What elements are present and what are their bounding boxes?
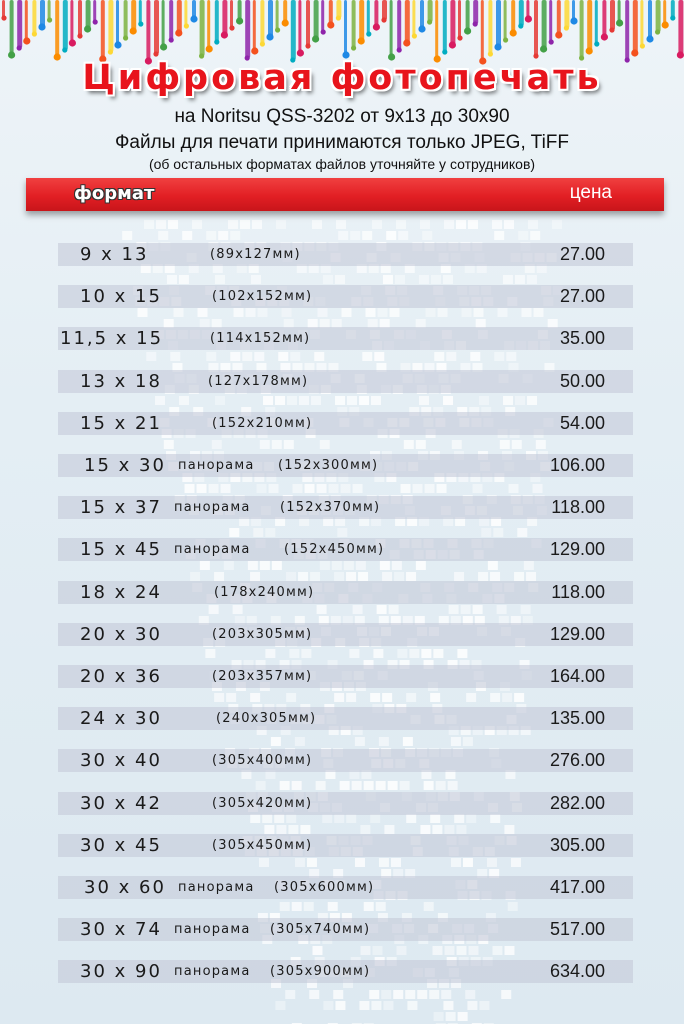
row-price: 135.00	[549, 708, 605, 729]
price-row	[58, 370, 633, 393]
row-format-size: 30 х 40	[80, 750, 162, 772]
row-format-size: 30 х 90	[80, 961, 162, 983]
row-price: 282.00	[549, 792, 605, 813]
row-dimensions-mm: (178x240мм)	[214, 584, 315, 600]
price-row	[58, 876, 633, 899]
file-formats-note: (об остальных форматах файлов уточняйте у сотрудников)	[148, 156, 536, 172]
row-format-size: 30 х 45	[80, 834, 162, 856]
row-format-size: 15 х 45	[80, 539, 162, 561]
price-row	[58, 918, 633, 941]
row-format-size: 10 х 15	[80, 286, 162, 308]
price-row	[58, 412, 633, 435]
row-format-size: 24 х 30	[80, 708, 162, 730]
format-column-header: формат	[74, 183, 155, 204]
row-price: 118.00	[551, 497, 605, 518]
row-price: 129.00	[549, 623, 605, 644]
row-dimensions-mm: (114x152мм)	[210, 331, 311, 347]
row-price: 106.00	[549, 455, 605, 475]
row-price: 50.00	[559, 370, 605, 391]
row-panorama-label: панорама	[178, 458, 255, 473]
price-row	[58, 749, 633, 772]
price-row	[58, 285, 633, 308]
row-dimensions-mm: (89x127мм)	[210, 247, 301, 262]
row-dimensions-mm: (305x740мм)	[270, 922, 371, 938]
row-panorama-label: панорама	[174, 964, 251, 980]
row-format-size: 11,5 х 15	[60, 328, 164, 350]
row-dimensions-mm: (102x152мм)	[212, 289, 313, 305]
row-format-size: 13 х 18	[80, 370, 162, 392]
row-panorama-label: панорама	[174, 542, 251, 558]
price-row	[58, 327, 633, 350]
row-dimensions-mm: (152x300мм)	[278, 458, 379, 473]
row-format-size: 30 х 74	[80, 919, 162, 941]
row-panorama-label: панорама	[174, 500, 251, 516]
price-row	[58, 960, 633, 983]
row-format-size: 20 х 30	[80, 623, 162, 645]
price-row	[58, 454, 633, 477]
row-price: 27.00	[559, 286, 605, 307]
row-format-size: 30 х 42	[80, 792, 162, 814]
row-dimensions-mm: (240x305мм)	[216, 711, 317, 727]
row-dimensions-mm: (305x600мм)	[274, 880, 375, 895]
price-column-header: цена	[569, 182, 612, 203]
row-dimensions-mm: (152x450мм)	[284, 542, 385, 558]
row-format-size: 20 х 36	[80, 666, 162, 687]
row-format-size: 18 х 24	[80, 581, 162, 603]
row-price: 164.00	[549, 666, 605, 686]
row-price: 129.00	[549, 539, 605, 560]
row-dimensions-mm: (305x450мм)	[212, 837, 313, 853]
price-row	[58, 581, 633, 604]
row-panorama-label: панорама	[178, 880, 255, 895]
row-price: 276.00	[549, 750, 605, 771]
row-format-size: 15 х 37	[80, 497, 162, 519]
row-panorama-label: панорама	[174, 922, 251, 938]
price-row	[58, 707, 633, 730]
row-price: 417.00	[549, 877, 605, 897]
row-format-size: 9 х 13	[80, 244, 149, 265]
file-formats-info: Файлы для печати принимаются только JPEG, TiFF	[114, 132, 569, 153]
row-dimensions-mm: (203x305мм)	[212, 626, 313, 642]
price-row	[58, 243, 633, 266]
row-price: 305.00	[549, 834, 605, 855]
row-price: 517.00	[549, 919, 605, 940]
row-price: 634.00	[549, 961, 605, 982]
page-title: Цифровая фотопечать	[82, 58, 602, 98]
price-row	[58, 792, 633, 815]
price-row	[58, 538, 633, 561]
row-format-size: 15 х 30	[84, 455, 166, 476]
row-dimensions-mm: (305x400мм)	[212, 753, 313, 769]
price-row	[58, 834, 633, 857]
row-price: 35.00	[559, 328, 605, 349]
row-dimensions-mm: (127x178мм)	[208, 373, 309, 389]
row-price: 54.00	[559, 412, 605, 433]
row-format-size: 15 х 21	[80, 412, 162, 434]
row-format-size: 30 х 60	[84, 877, 166, 898]
price-row	[58, 623, 633, 646]
table-header	[26, 178, 664, 211]
row-dimensions-mm: (203x357мм)	[212, 669, 313, 684]
row-price: 27.00	[559, 244, 605, 264]
row-dimensions-mm: (152x370мм)	[280, 500, 381, 516]
row-dimensions-mm: (305x900мм)	[270, 964, 371, 980]
price-row	[58, 496, 633, 519]
row-dimensions-mm: (305x420мм)	[212, 795, 313, 811]
printer-info: на Noritsu QSS-3202 от 9х13 до 30х90	[174, 106, 510, 127]
price-row	[58, 665, 633, 688]
row-dimensions-mm: (152x210мм)	[212, 415, 313, 431]
row-price: 118.00	[551, 581, 605, 602]
